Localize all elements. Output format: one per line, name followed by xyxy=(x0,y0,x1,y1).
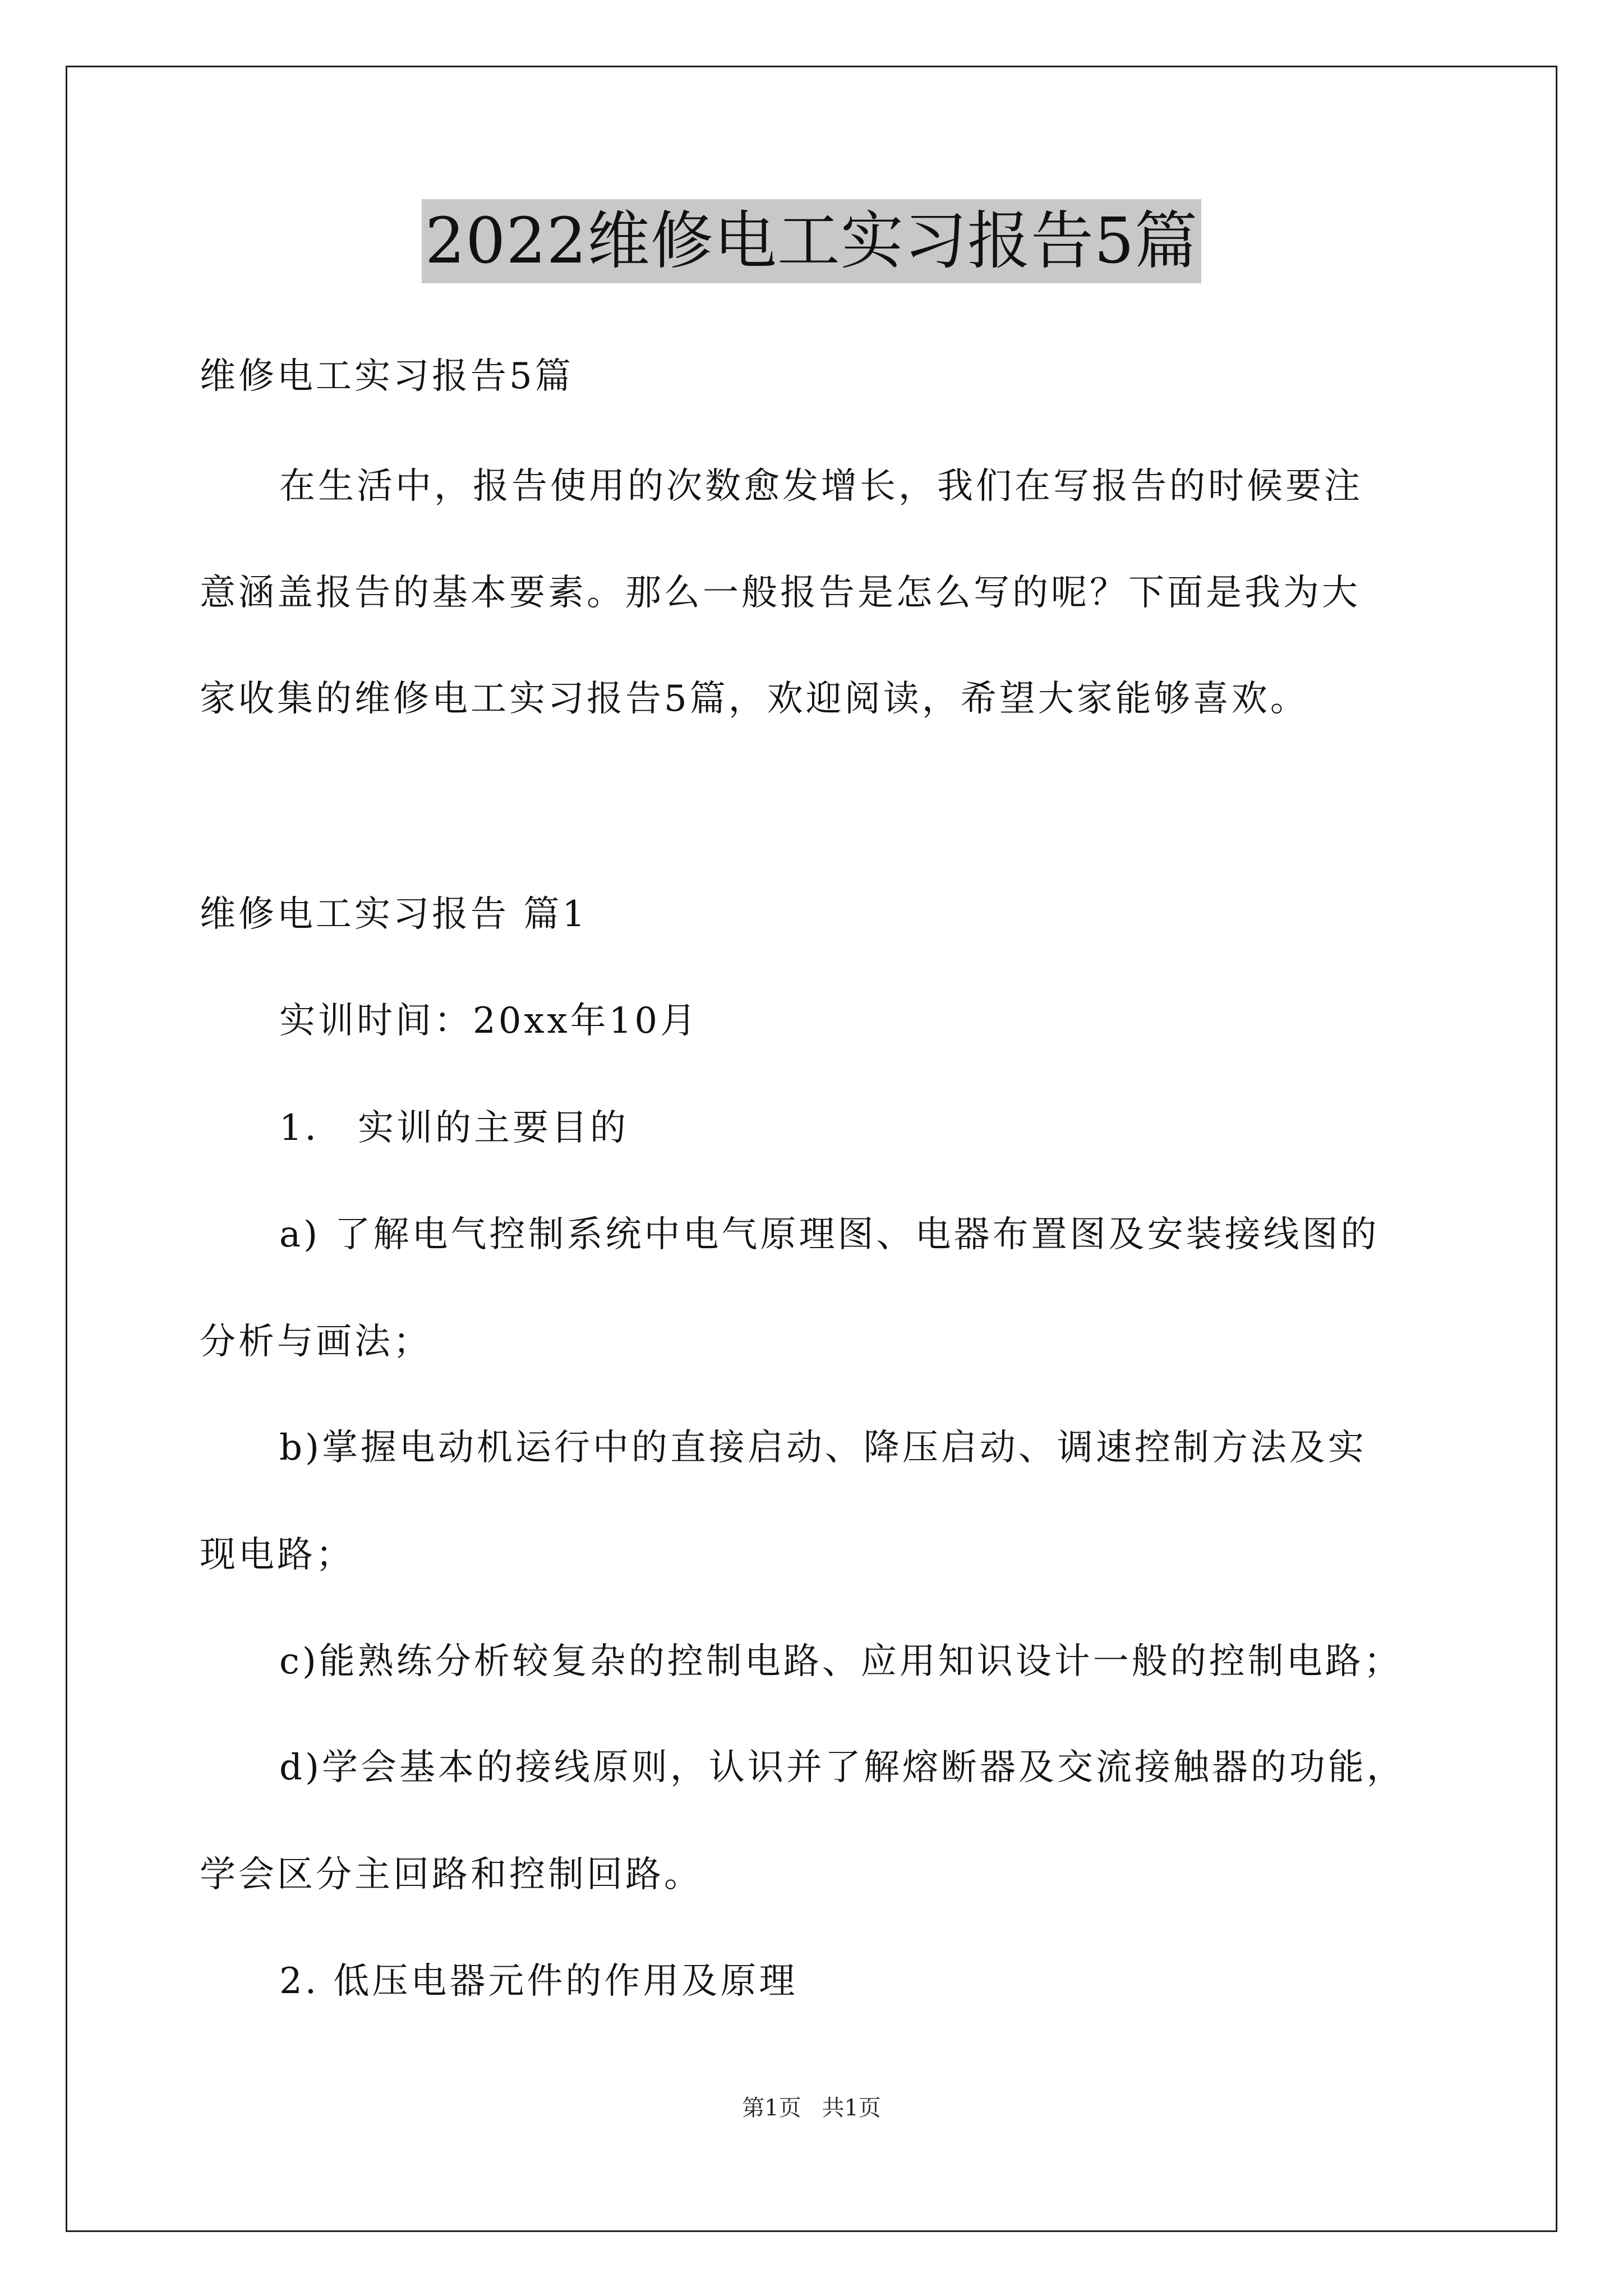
title-container xyxy=(0,199,1623,283)
list-item-2-heading: 2. 低压电器元件的作用及原理 xyxy=(279,1961,798,2002)
page-current: 第1页 xyxy=(742,2095,801,2121)
item-b-line-1: b)掌握电动机运行中的直接启动、降压启动、调速控制方法及实 xyxy=(279,1427,1367,1469)
training-time-line: 实训时间：20xx年10月 xyxy=(279,1000,699,1042)
list-item-1-heading: 1． 实训的主要目的 xyxy=(279,1107,629,1149)
item-a-line-1: a) 了解电气控制系统中电气原理图、电器布置图及安装接线图的 xyxy=(279,1214,1380,1255)
item-d-line-2: 学会区分主回路和控制回路。 xyxy=(200,1854,703,1895)
document-title: 2022维修电工实习报告5篇 xyxy=(422,199,1201,283)
intro-line-1: 在生活中，报告使用的次数愈发增长，我们在写报告的时候要注 xyxy=(279,466,1363,507)
item-b-line-2: 现电路； xyxy=(200,1534,354,1576)
intro-line-3: 家收集的维修电工实习报告5篇，欢迎阅读，希望大家能够喜欢。 xyxy=(200,678,1309,720)
section-heading: 维修电工实习报告 篇1 xyxy=(200,894,588,935)
page-footer xyxy=(0,2091,1623,2125)
page-total: 共1页 xyxy=(822,2095,881,2121)
item-a-line-2: 分析与画法； xyxy=(200,1321,432,1363)
subtitle-line: 维修电工实习报告5篇 xyxy=(200,356,574,397)
item-c-line: c)能熟练分析较复杂的控制电路、应用知识设计一般的控制电路； xyxy=(279,1641,1403,1682)
item-d-line-1: d)学会基本的接线原则，认识并了解熔断器及交流接触器的功能， xyxy=(279,1747,1405,1788)
intro-line-2: 意涵盖报告的基本要素。那么一般报告是怎么写的呢？下面是我为大 xyxy=(200,572,1361,614)
